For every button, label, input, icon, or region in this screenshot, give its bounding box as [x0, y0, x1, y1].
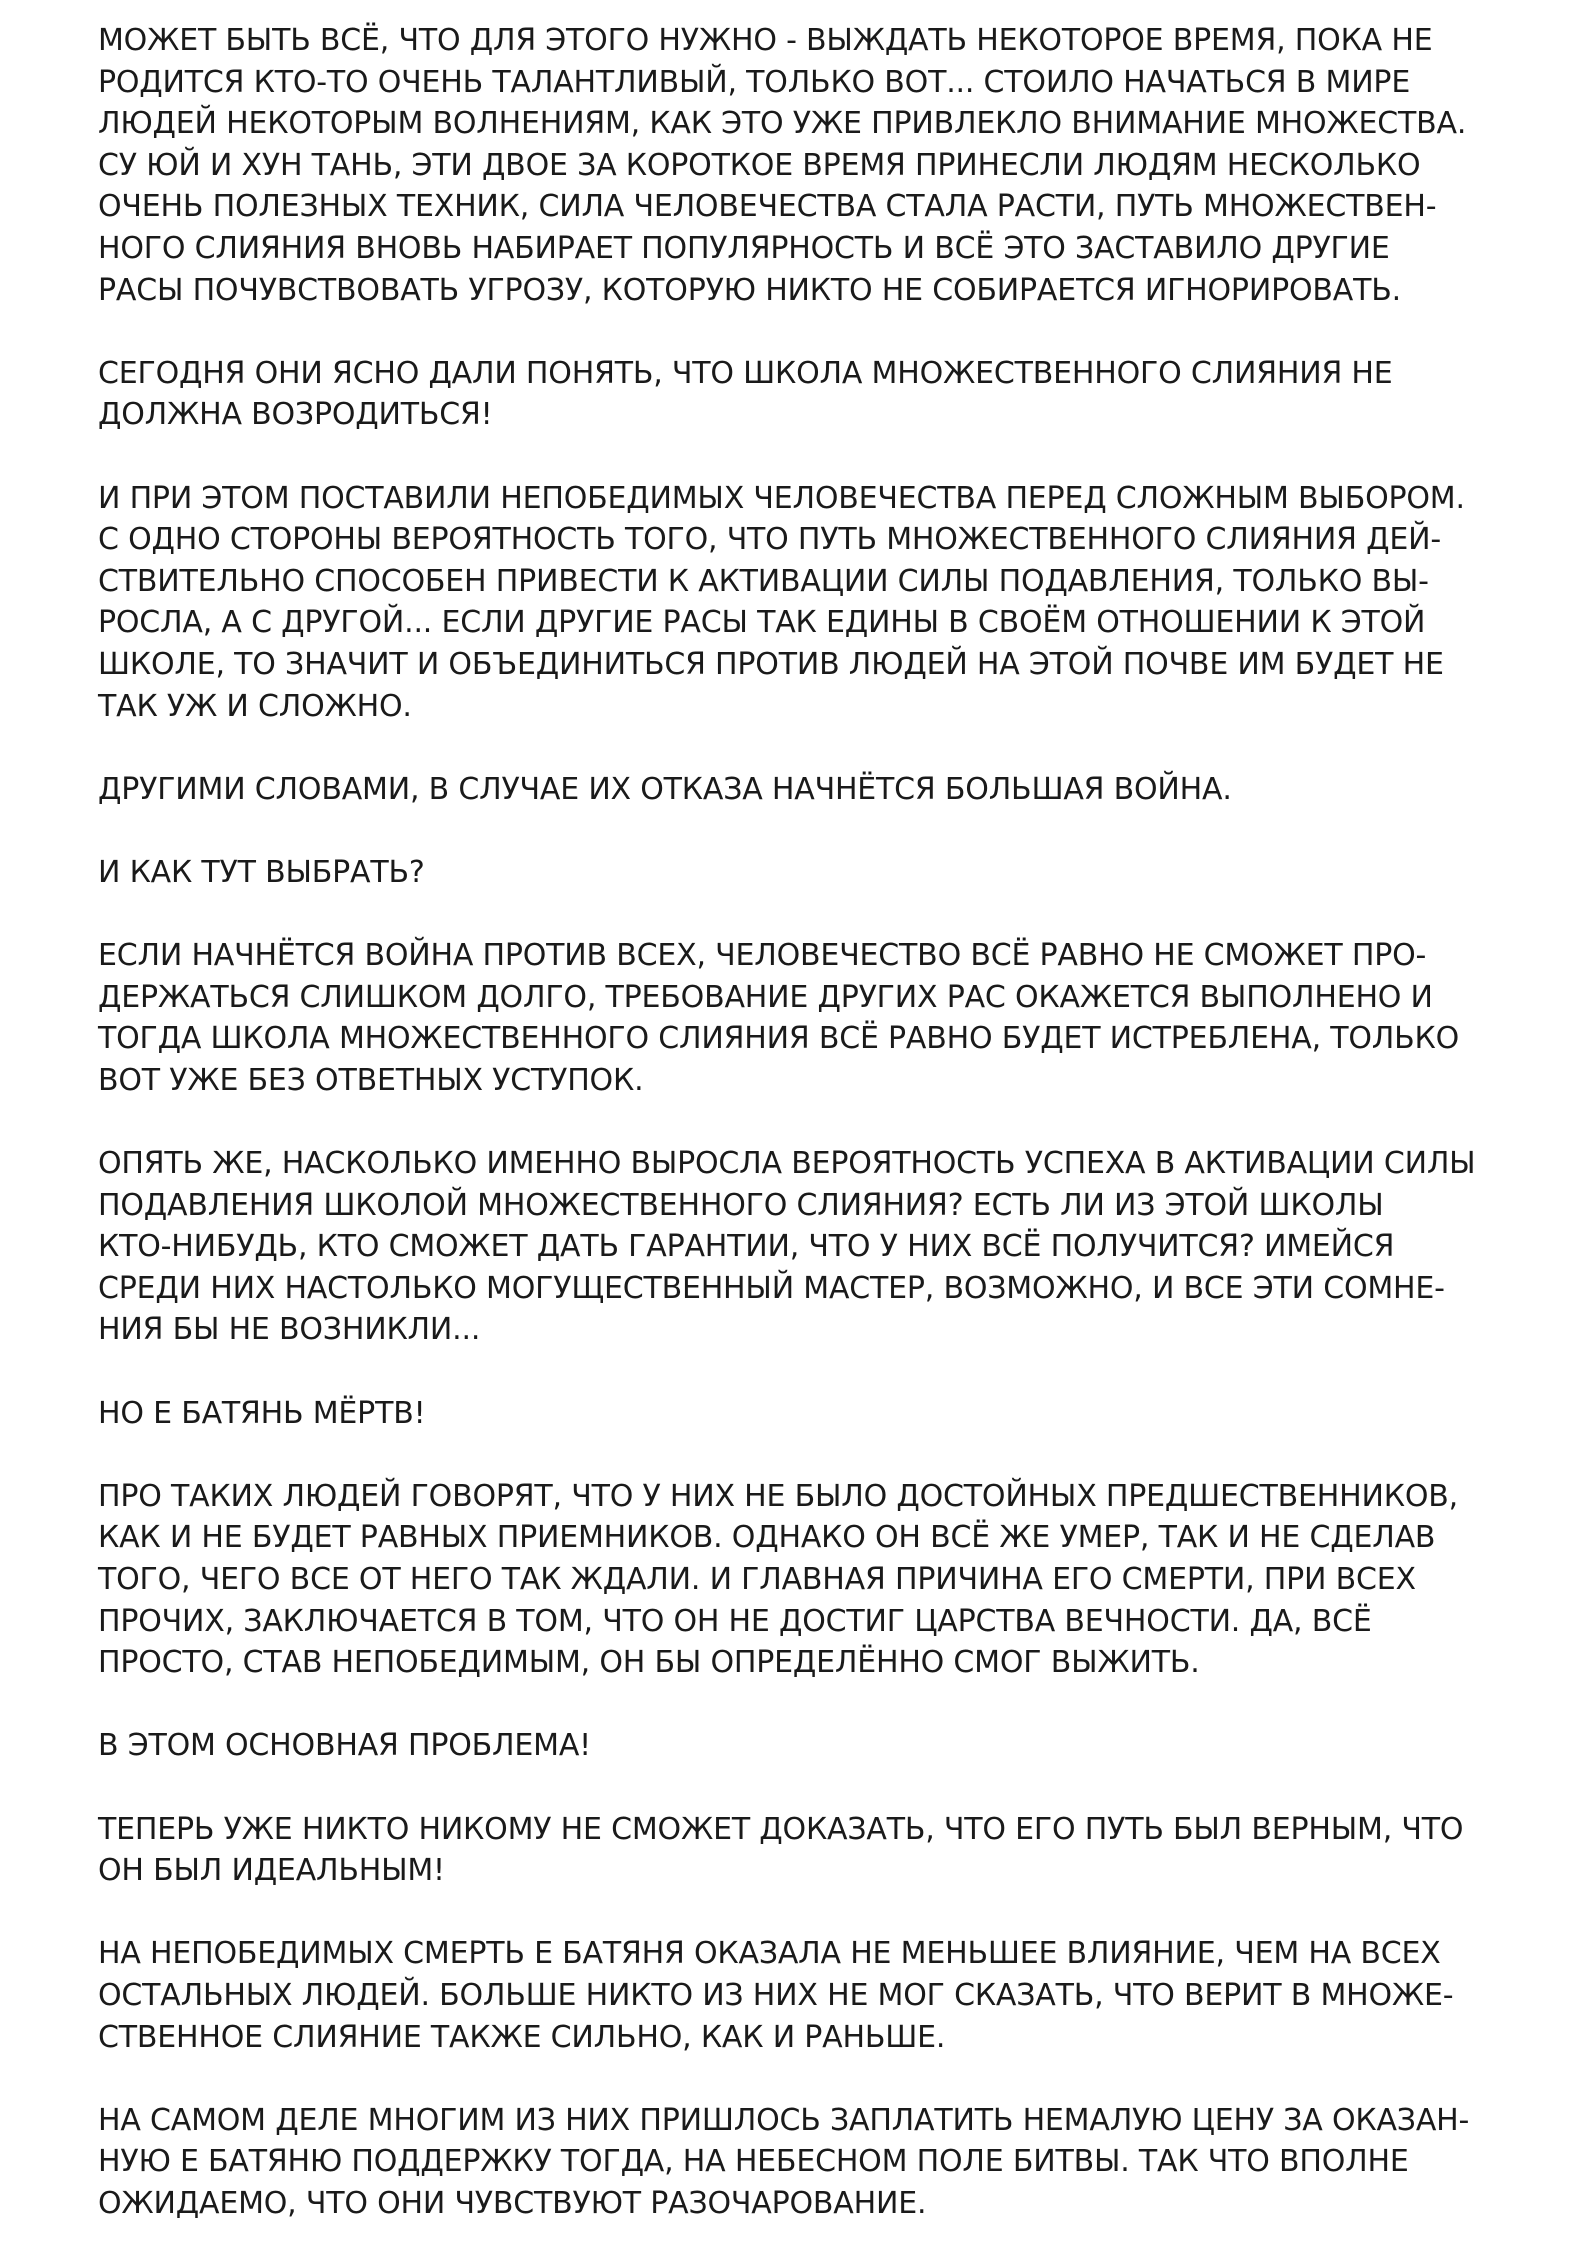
text-line: ОЖИДАЕМО, ЧТО ОНИ ЧУВСТВУЮТ РАЗОЧАРОВАНИЕ. — [98, 2185, 927, 2221]
paragraph-gap — [98, 810, 1538, 852]
text-line: В ЭТОМ ОСНОВНАЯ ПРОБЛЕМА! — [98, 1728, 591, 1764]
text-line: ПРОСТО, СТАВ НЕПОБЕДИМЫМ, ОН БЫ ОПРЕДЕЛЁННО СМОГ ВЫЖИТЬ. — [98, 1645, 1200, 1681]
text-line: ДЕРЖАТЬСЯ СЛИШКОМ ДОЛГО, ТРЕБОВАНИЕ ДРУГИХ РАС ОКАЖЕТСЯ ВЫПОЛНЕНО И — [98, 979, 1433, 1015]
paragraph-gap — [98, 1767, 1538, 1809]
text-line: ОСТАЛЬНЫХ ЛЮДЕЙ. БОЛЬШЕ НИКТО ИЗ НИХ НЕ МОГ СКАЗАТЬ, ЧТО ВЕРИТ В МНОЖЕ- — [98, 1977, 1454, 2013]
paragraph-10 — [98, 1725, 1538, 1767]
text-line: ОН БЫЛ ИДЕАЛЬНЫМ! — [98, 1853, 445, 1889]
paragraph-9 — [98, 1476, 1538, 1684]
text-line: И КАК ТУТ ВЫБРАТЬ? — [98, 854, 425, 890]
paragraph-13 — [98, 2100, 1538, 2225]
paragraph-12 — [98, 1933, 1538, 2058]
text-line: СТВЕННОЕ СЛИЯНИЕ ТАКЖЕ СИЛЬНО, КАК И РАНЬШЕ. — [98, 2019, 946, 2055]
text-line: НУЮ Е БАТЯНЮ ПОДДЕРЖКУ ТОГДА, НА НЕБЕСНОМ ПОЛЕ БИТВЫ. ТАК ЧТО ВПОЛНЕ — [98, 2144, 1409, 2180]
text-line: ПРОЧИХ, ЗАКЛЮЧАЕТСЯ В ТОМ, ЧТО ОН НЕ ДОСТИГ ЦАРСТВА ВЕЧНОСТИ. ДА, ВСЁ — [98, 1603, 1372, 1639]
text-line: СТВИТЕЛЬНО СПОСОБЕН ПРИВЕСТИ К АКТИВАЦИИ СИЛЫ ПОДАВЛЕНИЯ, ТОЛЬКО ВЫ- — [98, 563, 1429, 599]
paragraph-1 — [98, 20, 1538, 311]
text-line: НО Е БАТЯНЬ МЁРТВ! — [98, 1395, 426, 1431]
paragraph-3 — [98, 478, 1538, 728]
text-line: СУ ЮЙ И ХУН ТАНЬ, ЭТИ ДВОЕ ЗА КОРОТКОЕ ВРЕМЯ ПРИНЕСЛИ ЛЮДЯМ НЕСКОЛЬКО — [98, 147, 1421, 183]
text-line: МОЖЕТ БЫТЬ ВСЁ, ЧТО ДЛЯ ЭТОГО НУЖНО - ВЫЖДАТЬ НЕКОТОРОЕ ВРЕМЯ, ПОКА НЕ — [98, 23, 1433, 58]
text-line: ОПЯТЬ ЖЕ, НАСКОЛЬКО ИМЕННО ВЫРОСЛА ВЕРОЯТНОСТЬ УСПЕХА В АКТИВАЦИИ СИЛЫ — [98, 1146, 1476, 1182]
paragraph-6 — [98, 935, 1538, 1101]
text-line: ТОГО, ЧЕГО ВСЕ ОТ НЕГО ТАК ЖДАЛИ. И ГЛАВНАЯ ПРИЧИНА ЕГО СМЕРТИ, ПРИ ВСЕХ — [98, 1561, 1416, 1597]
text-line: ВОТ УЖЕ БЕЗ ОТВЕТНЫХ УСТУПОК. — [98, 1062, 644, 1098]
text-line: НА НЕПОБЕДИМЫХ СМЕРТЬ Е БАТЯНЯ ОКАЗАЛА НЕ МЕНЬШЕЕ ВЛИЯНИЕ, ЧЕМ НА ВСЕХ — [98, 1936, 1441, 1972]
text-line: И ПРИ ЭТОМ ПОСТАВИЛИ НЕПОБЕДИМЫХ ЧЕЛОВЕЧЕСТВА ПЕРЕД СЛОЖНЫМ ВЫБОРОМ. — [98, 480, 1465, 516]
paragraph-5 — [98, 852, 1538, 894]
text-line: КАК И НЕ БУДЕТ РАВНЫХ ПРИЕМНИКОВ. ОДНАКО ОН ВСЁ ЖЕ УМЕР, ТАК И НЕ СДЕЛАВ — [98, 1520, 1436, 1556]
paragraph-gap — [98, 1892, 1538, 1934]
text-line: ДОЛЖНА ВОЗРОДИТЬСЯ! — [98, 397, 493, 433]
text-line: ТОГДА ШКОЛА МНОЖЕСТВЕННОГО СЛИЯНИЯ ВСЁ РАВНО БУДЕТ ИСТРЕБЛЕНА, ТОЛЬКО — [98, 1021, 1460, 1057]
text-line: НА САМОМ ДЕЛЕ МНОГИМ ИЗ НИХ ПРИШЛОСЬ ЗАПЛАТИТЬ НЕМАЛУЮ ЦЕНУ ЗА ОКАЗАН- — [98, 2102, 1470, 2138]
paragraph-gap — [98, 1351, 1538, 1393]
paragraph-gap — [98, 1101, 1538, 1143]
text-line: НОГО СЛИЯНИЯ ВНОВЬ НАБИРАЕТ ПОПУЛЯРНОСТЬ И ВСЁ ЭТО ЗАСТАВИЛО ДРУГИЕ — [98, 230, 1390, 266]
text-line: ПРО ТАКИХ ЛЮДЕЙ ГОВОРЯТ, ЧТО У НИХ НЕ БЫЛО ДОСТОЙНЫХ ПРЕДШЕСТВЕННИКОВ, — [98, 1478, 1458, 1514]
paragraph-2 — [98, 353, 1538, 436]
text-line: КТО-НИБУДЬ, КТО СМОЖЕТ ДАТЬ ГАРАНТИИ, ЧТО У НИХ ВСЁ ПОЛУЧИТСЯ? ИМЕЙСЯ — [98, 1229, 1395, 1265]
text-body — [98, 20, 1538, 2224]
paragraph-gap — [98, 1434, 1538, 1476]
text-line: ТЕПЕРЬ УЖЕ НИКТО НИКОМУ НЕ СМОЖЕТ ДОКАЗАТЬ, ЧТО ЕГО ПУТЬ БЫЛ ВЕРНЫМ, ЧТО — [98, 1811, 1464, 1847]
paragraph-8 — [98, 1393, 1538, 1435]
text-line: РОДИТСЯ КТО-ТО ОЧЕНЬ ТАЛАНТЛИВЫЙ, ТОЛЬКО ВОТ... СТОИЛО НАЧАТЬСЯ В МИРЕ — [98, 64, 1411, 100]
text-line: ОЧЕНЬ ПОЛЕЗНЫХ ТЕХНИК, СИЛА ЧЕЛОВЕЧЕСТВА СТАЛА РАСТИ, ПУТЬ МНОЖЕСТВЕН- — [98, 189, 1437, 225]
paragraph-11 — [98, 1809, 1538, 1892]
paragraph-gap — [98, 727, 1538, 769]
paragraph-gap — [98, 893, 1538, 935]
paragraph-4 — [98, 769, 1538, 811]
text-line: НИЯ БЫ НЕ ВОЗНИКЛИ... — [98, 1312, 481, 1348]
paragraph-gap — [98, 2058, 1538, 2100]
paragraph-gap — [98, 436, 1538, 478]
text-line: С ОДНО СТОРОНЫ ВЕРОЯТНОСТЬ ТОГО, ЧТО ПУТЬ МНОЖЕСТВЕННОГО СЛИЯНИЯ ДЕЙ- — [98, 522, 1441, 558]
text-line: РОСЛА, А С ДРУГОЙ... ЕСЛИ ДРУГИЕ РАСЫ ТАК ЕДИНЫ В СВОЁМ ОТНОШЕНИИ К ЭТОЙ — [98, 605, 1426, 641]
text-line: ДРУГИМИ СЛОВАМИ, В СЛУЧАЕ ИХ ОТКАЗА НАЧНЁТСЯ БОЛЬШАЯ ВОЙНА. — [98, 771, 1232, 807]
text-line: СЕГОДНЯ ОНИ ЯСНО ДАЛИ ПОНЯТЬ, ЧТО ШКОЛА МНОЖЕСТВЕННОГО СЛИЯНИЯ НЕ — [98, 355, 1393, 391]
text-line: СРЕДИ НИХ НАСТОЛЬКО МОГУЩЕСТВЕННЫЙ МАСТЕР, ВОЗМОЖНО, И ВСЕ ЭТИ СОМНЕ- — [98, 1270, 1445, 1306]
text-line: РАСЫ ПОЧУВСТВОВАТЬ УГРОЗУ, КОТОРУЮ НИКТО НЕ СОБИРАЕТСЯ ИГНОРИРОВАТЬ. — [98, 272, 1401, 308]
text-line: ТАК УЖ И СЛОЖНО. — [98, 688, 412, 724]
paragraph-7 — [98, 1143, 1538, 1351]
paragraph-gap — [98, 1684, 1538, 1726]
paragraph-gap — [98, 311, 1538, 353]
text-line: ПОДАВЛЕНИЯ ШКОЛОЙ МНОЖЕСТВЕННОГО СЛИЯНИЯ? ЕСТЬ ЛИ ИЗ ЭТОЙ ШКОЛЫ — [98, 1187, 1384, 1223]
text-line: ЕСЛИ НАЧНЁТСЯ ВОЙНА ПРОТИВ ВСЕХ, ЧЕЛОВЕЧЕСТВО ВСЁ РАВНО НЕ СМОЖЕТ ПРО- — [98, 938, 1427, 974]
text-line: ШКОЛЕ, ТО ЗНАЧИТ И ОБЪЕДИНИТЬСЯ ПРОТИВ ЛЮДЕЙ НА ЭТОЙ ПОЧВЕ ИМ БУДЕТ НЕ — [98, 646, 1444, 682]
text-line: ЛЮДЕЙ НЕКОТОРЫМ ВОЛНЕНИЯМ, КАК ЭТО УЖЕ ПРИВЛЕКЛО ВНИМАНИЕ МНОЖЕСТВА. — [98, 106, 1467, 142]
